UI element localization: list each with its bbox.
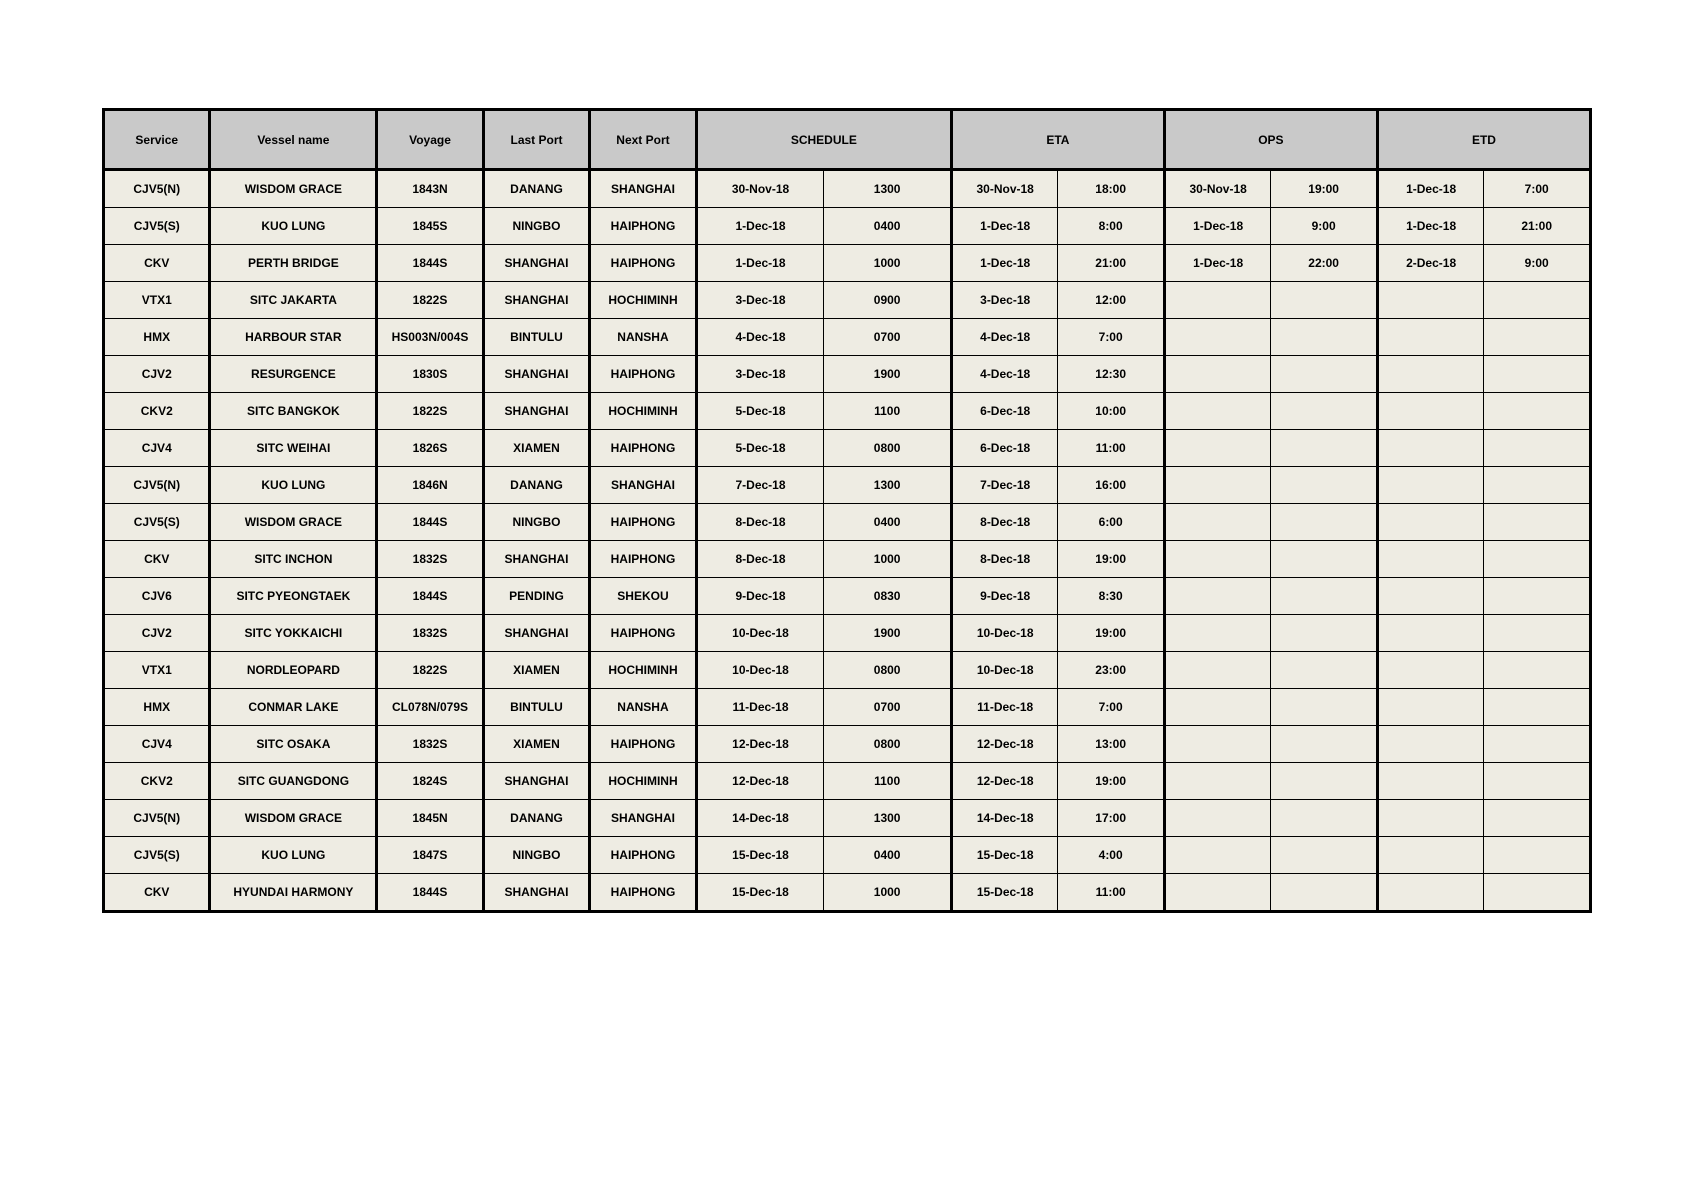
etd-time-cell xyxy=(1484,874,1591,912)
vessel-name-cell: CONMAR LAKE xyxy=(210,689,377,726)
etd-date-cell xyxy=(1377,282,1483,319)
last-port-cell: SHANGHAI xyxy=(483,541,589,578)
ops-date-cell xyxy=(1164,726,1270,763)
last-port-cell: XIAMEN xyxy=(483,652,589,689)
schedule-date-cell: 10-Dec-18 xyxy=(696,615,824,652)
eta-date-cell: 1-Dec-18 xyxy=(951,208,1057,245)
last-port-cell: NINGBO xyxy=(483,208,589,245)
eta-date-cell: 11-Dec-18 xyxy=(951,689,1057,726)
voyage-cell: 1844S xyxy=(377,578,483,615)
eta-date-cell: 10-Dec-18 xyxy=(951,652,1057,689)
voyage-cell: 1845N xyxy=(377,800,483,837)
eta-date-cell: 8-Dec-18 xyxy=(951,541,1057,578)
etd-time-cell xyxy=(1484,319,1591,356)
etd-time-cell: 9:00 xyxy=(1484,245,1591,282)
table-row xyxy=(104,282,1591,319)
etd-date-cell: 2-Dec-18 xyxy=(1377,245,1483,282)
ops-time-cell: 9:00 xyxy=(1271,208,1377,245)
voyage-cell: 1847S xyxy=(377,837,483,874)
schedule-time-cell: 1300 xyxy=(824,170,952,208)
eta-date-cell: 15-Dec-18 xyxy=(951,837,1057,874)
etd-date-cell xyxy=(1377,763,1483,800)
vessel-name-cell: HYUNDAI HARMONY xyxy=(210,874,377,912)
schedule-date-cell: 1-Dec-18 xyxy=(696,208,824,245)
table-row xyxy=(104,689,1591,726)
etd-time-cell xyxy=(1484,467,1591,504)
etd-time-cell xyxy=(1484,430,1591,467)
voyage-cell: 1824S xyxy=(377,763,483,800)
vessel-name-cell: SITC INCHON xyxy=(210,541,377,578)
next-port-cell: HAIPHONG xyxy=(590,504,696,541)
ops-time-cell xyxy=(1271,467,1377,504)
schedule-date-cell: 3-Dec-18 xyxy=(696,282,824,319)
service-cell: CJV4 xyxy=(104,430,210,467)
vessel-name-cell: KUO LUNG xyxy=(210,837,377,874)
etd-time-cell: 21:00 xyxy=(1484,208,1591,245)
schedule-time-cell: 0830 xyxy=(824,578,952,615)
ops-date-cell xyxy=(1164,282,1270,319)
ops-time-cell xyxy=(1271,578,1377,615)
service-cell: CKV xyxy=(104,245,210,282)
eta-time-cell: 8:30 xyxy=(1058,578,1165,615)
ops-date-cell xyxy=(1164,356,1270,393)
vessel-name-cell: KUO LUNG xyxy=(210,467,377,504)
service-cell: HMX xyxy=(104,319,210,356)
voyage-cell: 1844S xyxy=(377,874,483,912)
voyage-cell: 1844S xyxy=(377,245,483,282)
table-row xyxy=(104,356,1591,393)
eta-date-cell: 4-Dec-18 xyxy=(951,319,1057,356)
ops-date-cell: 1-Dec-18 xyxy=(1164,245,1270,282)
etd-time-cell xyxy=(1484,689,1591,726)
ops-date-cell xyxy=(1164,763,1270,800)
table-row xyxy=(104,837,1591,874)
last-port-cell: DANANG xyxy=(483,170,589,208)
header-eta: ETA xyxy=(951,110,1164,170)
voyage-cell: CL078N/079S xyxy=(377,689,483,726)
vessel-name-cell: SITC JAKARTA xyxy=(210,282,377,319)
eta-time-cell: 19:00 xyxy=(1058,763,1165,800)
voyage-cell: 1832S xyxy=(377,726,483,763)
voyage-cell: 1822S xyxy=(377,282,483,319)
schedule-date-cell: 11-Dec-18 xyxy=(696,689,824,726)
etd-time-cell xyxy=(1484,800,1591,837)
next-port-cell: HOCHIMINH xyxy=(590,282,696,319)
schedule-time-cell: 1900 xyxy=(824,356,952,393)
etd-date-cell xyxy=(1377,430,1483,467)
header-vessel-name: Vessel name xyxy=(210,110,377,170)
last-port-cell: DANANG xyxy=(483,800,589,837)
header-ops: OPS xyxy=(1164,110,1377,170)
etd-date-cell xyxy=(1377,319,1483,356)
schedule-time-cell: 0800 xyxy=(824,652,952,689)
schedule-time-cell: 0700 xyxy=(824,689,952,726)
table-row xyxy=(104,763,1591,800)
eta-time-cell: 10:00 xyxy=(1058,393,1165,430)
schedule-date-cell: 5-Dec-18 xyxy=(696,430,824,467)
voyage-cell: 1846N xyxy=(377,467,483,504)
voyage-cell: 1830S xyxy=(377,356,483,393)
schedule-date-cell: 15-Dec-18 xyxy=(696,837,824,874)
header-service: Service xyxy=(104,110,210,170)
voyage-cell: 1826S xyxy=(377,430,483,467)
vessel-name-cell: NORDLEOPARD xyxy=(210,652,377,689)
next-port-cell: HAIPHONG xyxy=(590,430,696,467)
voyage-cell: HS003N/004S xyxy=(377,319,483,356)
schedule-time-cell: 0900 xyxy=(824,282,952,319)
eta-time-cell: 13:00 xyxy=(1058,726,1165,763)
schedule-date-cell: 3-Dec-18 xyxy=(696,356,824,393)
table-row xyxy=(104,430,1591,467)
last-port-cell: SHANGHAI xyxy=(483,615,589,652)
schedule-time-cell: 1000 xyxy=(824,874,952,912)
last-port-cell: SHANGHAI xyxy=(483,874,589,912)
ops-time-cell xyxy=(1271,837,1377,874)
etd-time-cell xyxy=(1484,393,1591,430)
etd-date-cell xyxy=(1377,578,1483,615)
vessel-name-cell: SITC PYEONGTAEK xyxy=(210,578,377,615)
table-row xyxy=(104,208,1591,245)
table-row xyxy=(104,615,1591,652)
service-cell: VTX1 xyxy=(104,282,210,319)
ops-time-cell xyxy=(1271,541,1377,578)
ops-time-cell xyxy=(1271,282,1377,319)
service-cell: CKV2 xyxy=(104,393,210,430)
voyage-cell: 1832S xyxy=(377,541,483,578)
schedule-date-cell: 14-Dec-18 xyxy=(696,800,824,837)
schedule-time-cell: 0400 xyxy=(824,837,952,874)
ops-time-cell xyxy=(1271,652,1377,689)
eta-date-cell: 8-Dec-18 xyxy=(951,504,1057,541)
next-port-cell: HOCHIMINH xyxy=(590,652,696,689)
eta-time-cell: 11:00 xyxy=(1058,874,1165,912)
schedule-time-cell: 1000 xyxy=(824,541,952,578)
last-port-cell: SHANGHAI xyxy=(483,763,589,800)
ops-date-cell xyxy=(1164,541,1270,578)
ops-date-cell: 30-Nov-18 xyxy=(1164,170,1270,208)
etd-date-cell xyxy=(1377,837,1483,874)
ops-date-cell xyxy=(1164,393,1270,430)
eta-date-cell: 7-Dec-18 xyxy=(951,467,1057,504)
eta-time-cell: 7:00 xyxy=(1058,319,1165,356)
vessel-name-cell: WISDOM GRACE xyxy=(210,504,377,541)
last-port-cell: PENDING xyxy=(483,578,589,615)
ops-date-cell xyxy=(1164,430,1270,467)
vessel-name-cell: KUO LUNG xyxy=(210,208,377,245)
schedule-time-cell: 0700 xyxy=(824,319,952,356)
header-last-port: Last Port xyxy=(483,110,589,170)
voyage-cell: 1832S xyxy=(377,615,483,652)
etd-date-cell: 1-Dec-18 xyxy=(1377,208,1483,245)
next-port-cell: HAIPHONG xyxy=(590,541,696,578)
eta-date-cell: 3-Dec-18 xyxy=(951,282,1057,319)
etd-time-cell: 7:00 xyxy=(1484,170,1591,208)
schedule-date-cell: 5-Dec-18 xyxy=(696,393,824,430)
ops-time-cell xyxy=(1271,800,1377,837)
etd-date-cell xyxy=(1377,615,1483,652)
ops-date-cell xyxy=(1164,689,1270,726)
etd-time-cell xyxy=(1484,726,1591,763)
header-schedule: SCHEDULE xyxy=(696,110,951,170)
next-port-cell: SHANGHAI xyxy=(590,800,696,837)
table-row xyxy=(104,467,1591,504)
service-cell: CJV4 xyxy=(104,726,210,763)
etd-time-cell xyxy=(1484,578,1591,615)
service-cell: CJV5(S) xyxy=(104,208,210,245)
ops-time-cell xyxy=(1271,874,1377,912)
next-port-cell: HOCHIMINH xyxy=(590,393,696,430)
eta-date-cell: 6-Dec-18 xyxy=(951,430,1057,467)
header-voyage: Voyage xyxy=(377,110,483,170)
schedule-time-cell: 0800 xyxy=(824,726,952,763)
eta-date-cell: 4-Dec-18 xyxy=(951,356,1057,393)
header-next-port: Next Port xyxy=(590,110,696,170)
ops-date-cell xyxy=(1164,800,1270,837)
next-port-cell: HAIPHONG xyxy=(590,874,696,912)
vessel-name-cell: SITC YOKKAICHI xyxy=(210,615,377,652)
eta-date-cell: 12-Dec-18 xyxy=(951,763,1057,800)
schedule-date-cell: 8-Dec-18 xyxy=(696,541,824,578)
ops-time-cell: 19:00 xyxy=(1271,170,1377,208)
ops-time-cell xyxy=(1271,689,1377,726)
schedule-date-cell: 7-Dec-18 xyxy=(696,467,824,504)
vessel-name-cell: WISDOM GRACE xyxy=(210,800,377,837)
schedule-time-cell: 0400 xyxy=(824,208,952,245)
schedule-date-cell: 4-Dec-18 xyxy=(696,319,824,356)
last-port-cell: BINTULU xyxy=(483,689,589,726)
eta-time-cell: 4:00 xyxy=(1058,837,1165,874)
service-cell: CKV xyxy=(104,541,210,578)
schedule-date-cell: 9-Dec-18 xyxy=(696,578,824,615)
eta-time-cell: 8:00 xyxy=(1058,208,1165,245)
table-row xyxy=(104,652,1591,689)
next-port-cell: HAIPHONG xyxy=(590,837,696,874)
schedule-time-cell: 1900 xyxy=(824,615,952,652)
schedule-time-cell: 1100 xyxy=(824,763,952,800)
eta-time-cell: 11:00 xyxy=(1058,430,1165,467)
ops-time-cell xyxy=(1271,319,1377,356)
etd-time-cell xyxy=(1484,541,1591,578)
etd-date-cell xyxy=(1377,393,1483,430)
schedule-time-cell: 1100 xyxy=(824,393,952,430)
ops-date-cell xyxy=(1164,652,1270,689)
next-port-cell: HAIPHONG xyxy=(590,356,696,393)
next-port-cell: HAIPHONG xyxy=(590,245,696,282)
schedule-time-cell: 0800 xyxy=(824,430,952,467)
schedule-date-cell: 30-Nov-18 xyxy=(696,170,824,208)
last-port-cell: DANANG xyxy=(483,467,589,504)
schedule-time-cell: 1300 xyxy=(824,467,952,504)
etd-time-cell xyxy=(1484,763,1591,800)
ops-time-cell: 22:00 xyxy=(1271,245,1377,282)
last-port-cell: SHANGHAI xyxy=(483,356,589,393)
ops-date-cell: 1-Dec-18 xyxy=(1164,208,1270,245)
ops-date-cell xyxy=(1164,578,1270,615)
etd-date-cell xyxy=(1377,689,1483,726)
last-port-cell: XIAMEN xyxy=(483,726,589,763)
service-cell: VTX1 xyxy=(104,652,210,689)
schedule-time-cell: 1300 xyxy=(824,800,952,837)
etd-time-cell xyxy=(1484,652,1591,689)
eta-time-cell: 17:00 xyxy=(1058,800,1165,837)
vessel-name-cell: SITC GUANGDONG xyxy=(210,763,377,800)
next-port-cell: SHANGHAI xyxy=(590,467,696,504)
etd-time-cell xyxy=(1484,504,1591,541)
vessel-name-cell: SITC OSAKA xyxy=(210,726,377,763)
next-port-cell: HOCHIMINH xyxy=(590,763,696,800)
service-cell: CJV5(N) xyxy=(104,800,210,837)
last-port-cell: SHANGHAI xyxy=(483,245,589,282)
vessel-name-cell: RESURGENCE xyxy=(210,356,377,393)
eta-date-cell: 15-Dec-18 xyxy=(951,874,1057,912)
eta-date-cell: 6-Dec-18 xyxy=(951,393,1057,430)
ops-date-cell xyxy=(1164,467,1270,504)
vessel-name-cell: SITC WEIHAI xyxy=(210,430,377,467)
eta-time-cell: 6:00 xyxy=(1058,504,1165,541)
ops-date-cell xyxy=(1164,319,1270,356)
etd-date-cell xyxy=(1377,504,1483,541)
table-row xyxy=(104,319,1591,356)
voyage-cell: 1822S xyxy=(377,393,483,430)
vessel-schedule-table xyxy=(102,108,1592,913)
eta-date-cell: 9-Dec-18 xyxy=(951,578,1057,615)
etd-time-cell xyxy=(1484,282,1591,319)
service-cell: HMX xyxy=(104,689,210,726)
eta-time-cell: 18:00 xyxy=(1058,170,1165,208)
eta-time-cell: 16:00 xyxy=(1058,467,1165,504)
table-row xyxy=(104,578,1591,615)
ops-date-cell xyxy=(1164,615,1270,652)
schedule-time-cell: 0400 xyxy=(824,504,952,541)
next-port-cell: SHANGHAI xyxy=(590,170,696,208)
last-port-cell: XIAMEN xyxy=(483,430,589,467)
etd-date-cell xyxy=(1377,800,1483,837)
table-row xyxy=(104,504,1591,541)
next-port-cell: NANSHA xyxy=(590,689,696,726)
schedule-rows xyxy=(104,170,1591,912)
eta-time-cell: 21:00 xyxy=(1058,245,1165,282)
eta-date-cell: 30-Nov-18 xyxy=(951,170,1057,208)
schedule-date-cell: 8-Dec-18 xyxy=(696,504,824,541)
etd-date-cell xyxy=(1377,726,1483,763)
vessel-name-cell: SITC BANGKOK xyxy=(210,393,377,430)
etd-date-cell xyxy=(1377,356,1483,393)
ops-time-cell xyxy=(1271,393,1377,430)
eta-time-cell: 19:00 xyxy=(1058,615,1165,652)
last-port-cell: NINGBO xyxy=(483,504,589,541)
eta-time-cell: 19:00 xyxy=(1058,541,1165,578)
table-row xyxy=(104,541,1591,578)
vessel-name-cell: HARBOUR STAR xyxy=(210,319,377,356)
last-port-cell: NINGBO xyxy=(483,837,589,874)
ops-date-cell xyxy=(1164,874,1270,912)
ops-time-cell xyxy=(1271,504,1377,541)
table-row xyxy=(104,245,1591,282)
vessel-name-cell: WISDOM GRACE xyxy=(210,170,377,208)
etd-date-cell xyxy=(1377,541,1483,578)
table-row xyxy=(104,800,1591,837)
vessel-name-cell: PERTH BRIDGE xyxy=(210,245,377,282)
service-cell: CJV6 xyxy=(104,578,210,615)
schedule-date-cell: 15-Dec-18 xyxy=(696,874,824,912)
service-cell: CJV2 xyxy=(104,356,210,393)
eta-time-cell: 12:30 xyxy=(1058,356,1165,393)
etd-date-cell xyxy=(1377,874,1483,912)
header-etd: ETD xyxy=(1377,110,1590,170)
voyage-cell: 1843N xyxy=(377,170,483,208)
ops-date-cell xyxy=(1164,837,1270,874)
etd-time-cell xyxy=(1484,356,1591,393)
table-row xyxy=(104,726,1591,763)
table-row xyxy=(104,170,1591,208)
service-cell: CJV5(N) xyxy=(104,170,210,208)
schedule-date-cell: 10-Dec-18 xyxy=(696,652,824,689)
etd-date-cell: 1-Dec-18 xyxy=(1377,170,1483,208)
schedule-date-cell: 12-Dec-18 xyxy=(696,726,824,763)
table-row xyxy=(104,393,1591,430)
service-cell: CJV5(S) xyxy=(104,504,210,541)
ops-time-cell xyxy=(1271,356,1377,393)
next-port-cell: HAIPHONG xyxy=(590,726,696,763)
etd-date-cell xyxy=(1377,652,1483,689)
voyage-cell: 1822S xyxy=(377,652,483,689)
last-port-cell: SHANGHAI xyxy=(483,282,589,319)
ops-date-cell xyxy=(1164,504,1270,541)
etd-date-cell xyxy=(1377,467,1483,504)
ops-time-cell xyxy=(1271,726,1377,763)
eta-date-cell: 1-Dec-18 xyxy=(951,245,1057,282)
eta-date-cell: 12-Dec-18 xyxy=(951,726,1057,763)
ops-time-cell xyxy=(1271,615,1377,652)
next-port-cell: NANSHA xyxy=(590,319,696,356)
service-cell: CJV5(N) xyxy=(104,467,210,504)
eta-date-cell: 14-Dec-18 xyxy=(951,800,1057,837)
service-cell: CJV2 xyxy=(104,615,210,652)
ops-time-cell xyxy=(1271,430,1377,467)
eta-date-cell: 10-Dec-18 xyxy=(951,615,1057,652)
next-port-cell: HAIPHONG xyxy=(590,208,696,245)
next-port-cell: HAIPHONG xyxy=(590,615,696,652)
eta-time-cell: 23:00 xyxy=(1058,652,1165,689)
voyage-cell: 1845S xyxy=(377,208,483,245)
schedule-date-cell: 12-Dec-18 xyxy=(696,763,824,800)
service-cell: CKV2 xyxy=(104,763,210,800)
ops-time-cell xyxy=(1271,763,1377,800)
table-row xyxy=(104,874,1591,912)
eta-time-cell: 12:00 xyxy=(1058,282,1165,319)
etd-time-cell xyxy=(1484,837,1591,874)
last-port-cell: BINTULU xyxy=(483,319,589,356)
schedule-date-cell: 1-Dec-18 xyxy=(696,245,824,282)
service-cell: CKV xyxy=(104,874,210,912)
voyage-cell: 1844S xyxy=(377,504,483,541)
last-port-cell: SHANGHAI xyxy=(483,393,589,430)
next-port-cell: SHEKOU xyxy=(590,578,696,615)
eta-time-cell: 7:00 xyxy=(1058,689,1165,726)
schedule-time-cell: 1000 xyxy=(824,245,952,282)
etd-time-cell xyxy=(1484,615,1591,652)
header-row xyxy=(104,110,1591,170)
service-cell: CJV5(S) xyxy=(104,837,210,874)
